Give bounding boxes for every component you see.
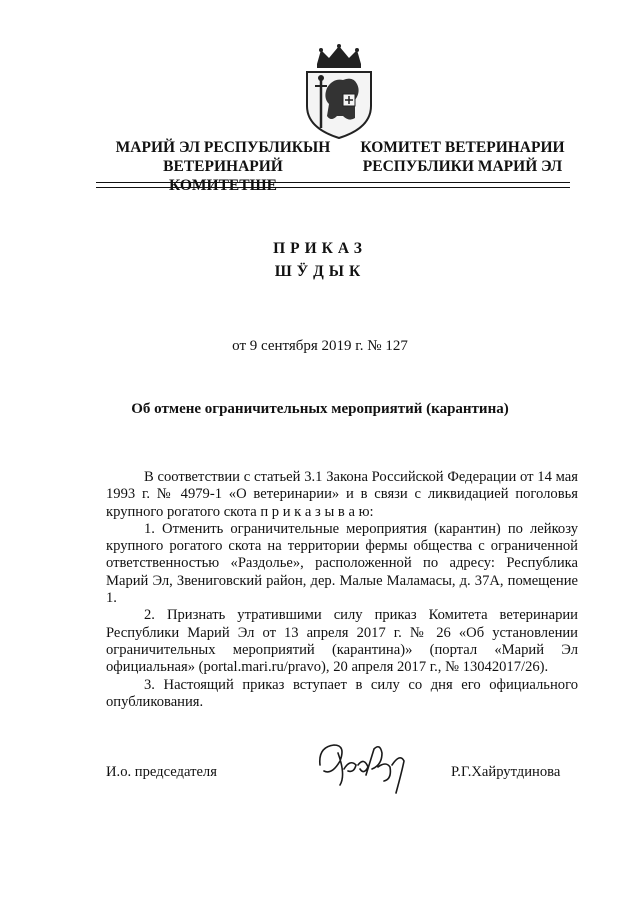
header-right-line1: КОМИТЕТ ВЕТЕРИНАРИИ [360, 139, 565, 156]
coat-of-arms-icon [303, 44, 375, 140]
handwritten-signature [310, 735, 415, 795]
signatory-name: Р.Г.Хайрутдинова [451, 764, 561, 780]
order-subject: Об отмене ограничительных мероприятий (карантина) [131, 401, 509, 417]
body-paragraph: 1. Отменить ограничительные мероприятия (карантин) по лейкозу крупного рогатого скота на территории фермы общества с ограниченной ответственностью «Раздолье», расположенной по адресу: Республика Марий Эл, Звениговский район, дер. Малые Маламасы, д. 37А, помещение 1. [106, 520, 578, 607]
document-title-mari: ШӰДЫК [274, 263, 366, 280]
order-body [106, 469, 578, 711]
header-right-line2: РЕСПУБЛИКИ МАРИЙ ЭЛ [362, 158, 563, 175]
header-divider-thick [96, 182, 570, 183]
body-paragraph: 2. Признать утратившими силу приказ Комитета ветеринарии Республики Марий Эл от 13 апреля 2017 г. № 26 «Об установлении ограничительных мероприятий (карантина)» (портал «Марий Эл официальная» (portal.mari.ru/pravo), 20 апреля 2017 г., № 13042017/26). [106, 607, 578, 676]
body-paragraph: 3. Настоящий приказ вступает в силу со дня его официального опубликования. [106, 676, 578, 710]
header-right-block [355, 138, 570, 176]
document-title: ПРИКАЗ [273, 240, 367, 257]
body-paragraph: В соответствии с статьей 3.1 Закона Российской Федерации от 14 мая 1993 г. № 4979-1 «О ветеринарии» и в связи с ликвидацией поголовья крупного рогатого скота п р и к а з ы в а ю: [106, 469, 578, 520]
header-divider-thin [96, 187, 570, 188]
header-left-line1: МАРИЙ ЭЛ РЕСПУБЛИКЫН [115, 139, 331, 156]
order-date-number: от 9 сентября 2019 г. № 127 [232, 338, 408, 354]
header-left-line2: ВЕТЕРИНАРИЙ КОМИТЕТШЕ [163, 158, 283, 194]
signatory-role: И.о. председателя [106, 764, 217, 780]
